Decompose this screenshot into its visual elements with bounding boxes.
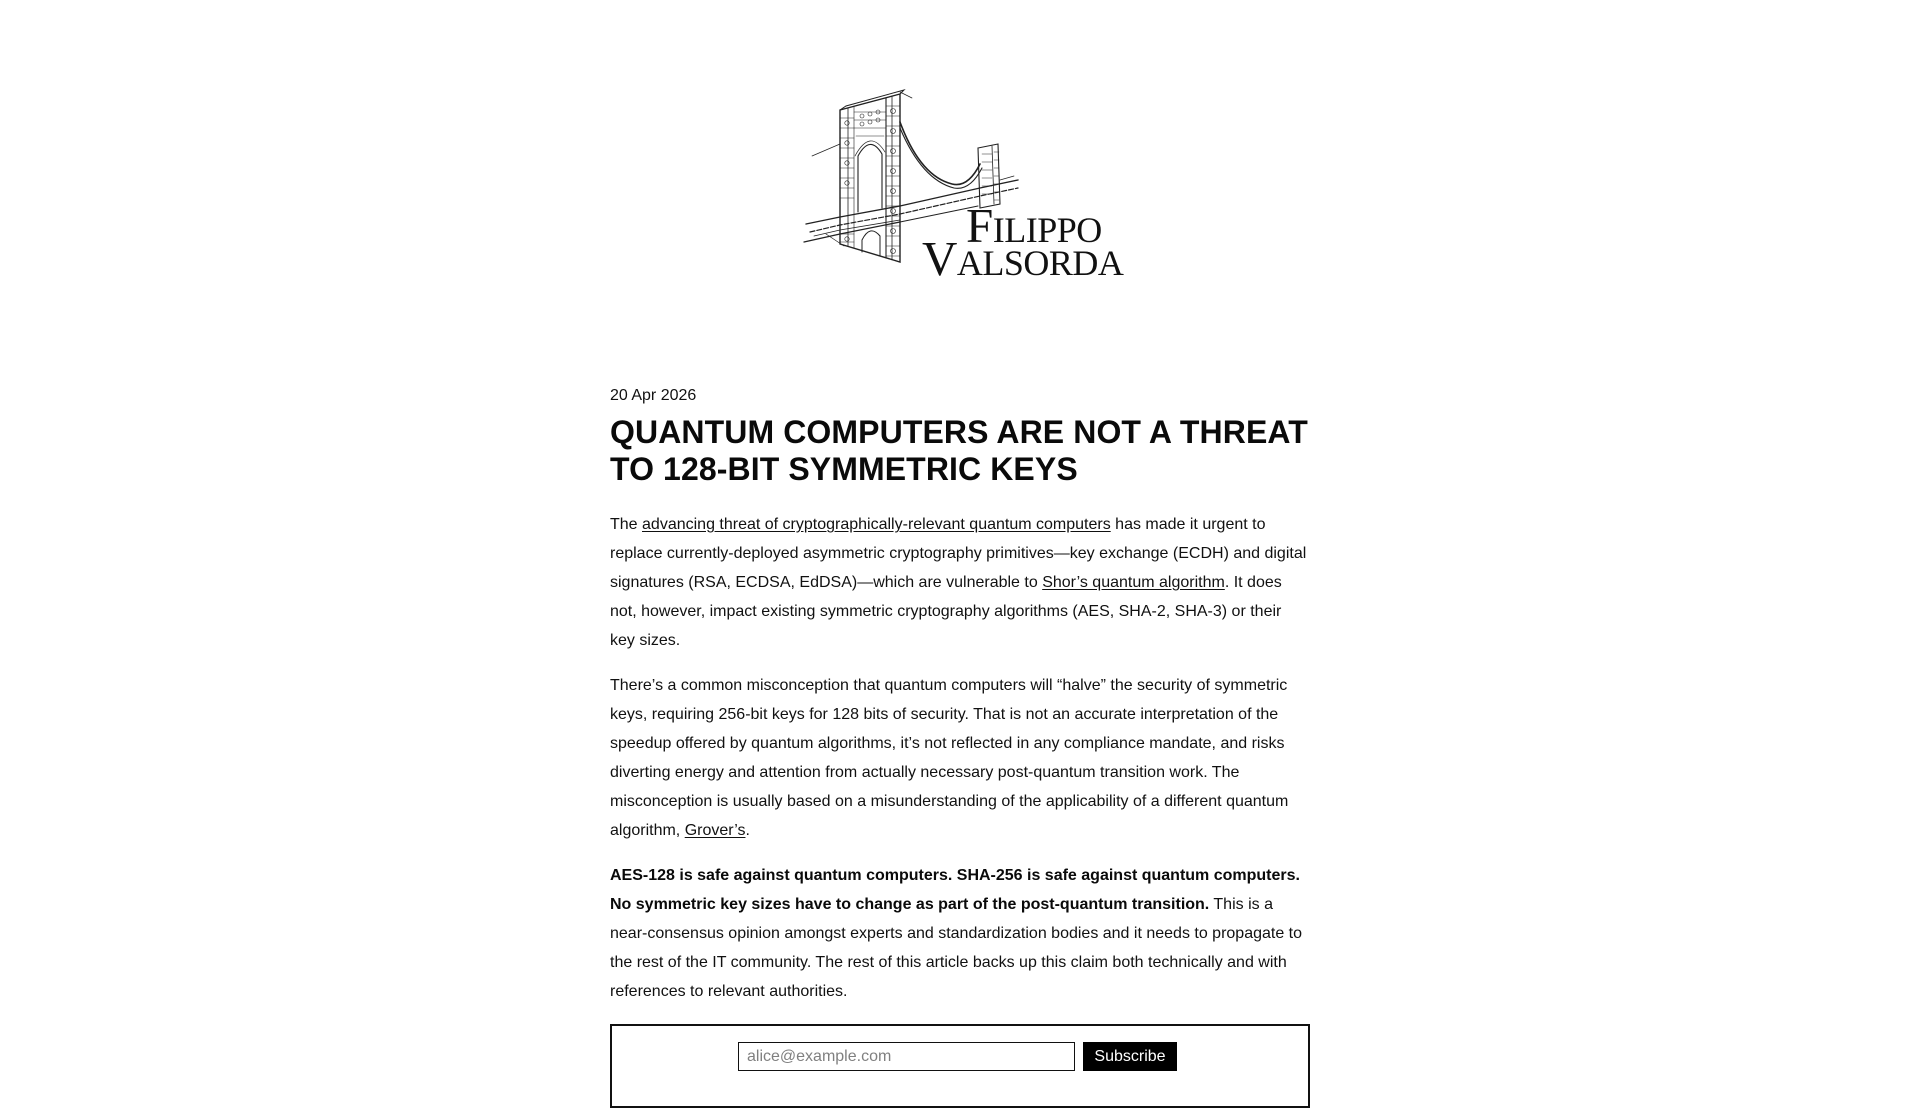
paragraph-intro xyxy=(610,510,1310,655)
site-logo[interactable] xyxy=(800,84,1124,286)
logo-name-first: FILIPPO xyxy=(966,198,1102,253)
link-shors-algorithm[interactable]: Shor’s quantum algorithm xyxy=(1042,574,1225,591)
text-segment: This is a near-consensus opinion amongst experts and standardization bodies and it needs to propagate to the rest of the IT community. The rest of this article backs up this claim both technically and with references to relevant authorities. xyxy=(610,896,1303,1000)
text-segment: The xyxy=(610,516,643,533)
subscribe-form xyxy=(738,1042,1177,1071)
post-date: 20 Apr 2026 xyxy=(610,387,697,404)
newsletter-subscribe-box xyxy=(610,1024,1310,1108)
email-input[interactable] xyxy=(738,1042,1075,1071)
text-segment: . xyxy=(745,822,750,839)
link-grovers[interactable]: Grover’s xyxy=(684,822,746,839)
key-claim: AES-128 is safe against quantum computers. SHA-256 is safe against quantum computers. No symmetric key sizes have to change as part of the post-quantum transition. xyxy=(610,867,1300,913)
subscribe-button[interactable]: Subscribe xyxy=(1083,1042,1177,1071)
paragraph-summary xyxy=(610,861,1310,1006)
text-segment: . It does not, however, impact existing symmetric cryptography algorithms (AES, SHA-2, SHA-3) or their key sizes. xyxy=(610,574,1282,649)
article xyxy=(610,386,1310,1006)
text-segment: There’s a common misconception that quantum computers will “halve” the security of symmetric keys, requiring 256-bit keys for 128 bits of security. That is not an accurate interpretation of the speedup offered by quantum algorithms, it’s not reflected in any compliance mandate, and risks diverting energy and attention from actually necessary post-quantum transition work. The misconception is usually based on a misunderstanding of the applicability of a different quantum algorithm, xyxy=(610,677,1289,839)
logo-name-last: VALSORDA xyxy=(922,231,1124,286)
paragraph-misconception xyxy=(610,671,1310,845)
link-advancing-threat[interactable]: advancing threat of cryptographically-relevant quantum computers xyxy=(642,516,1111,533)
text-segment: has made it urgent to replace currently-deployed asymmetric cryptography primitives—key exchange (ECDH) and digital signatures (RSA, ECDSA, EdDSA)—which are vulnerable to xyxy=(610,516,1307,591)
page-title: QUANTUM COMPUTERS ARE NOT A THREAT TO 128-BIT SYMMETRIC KEYS xyxy=(610,414,1308,487)
